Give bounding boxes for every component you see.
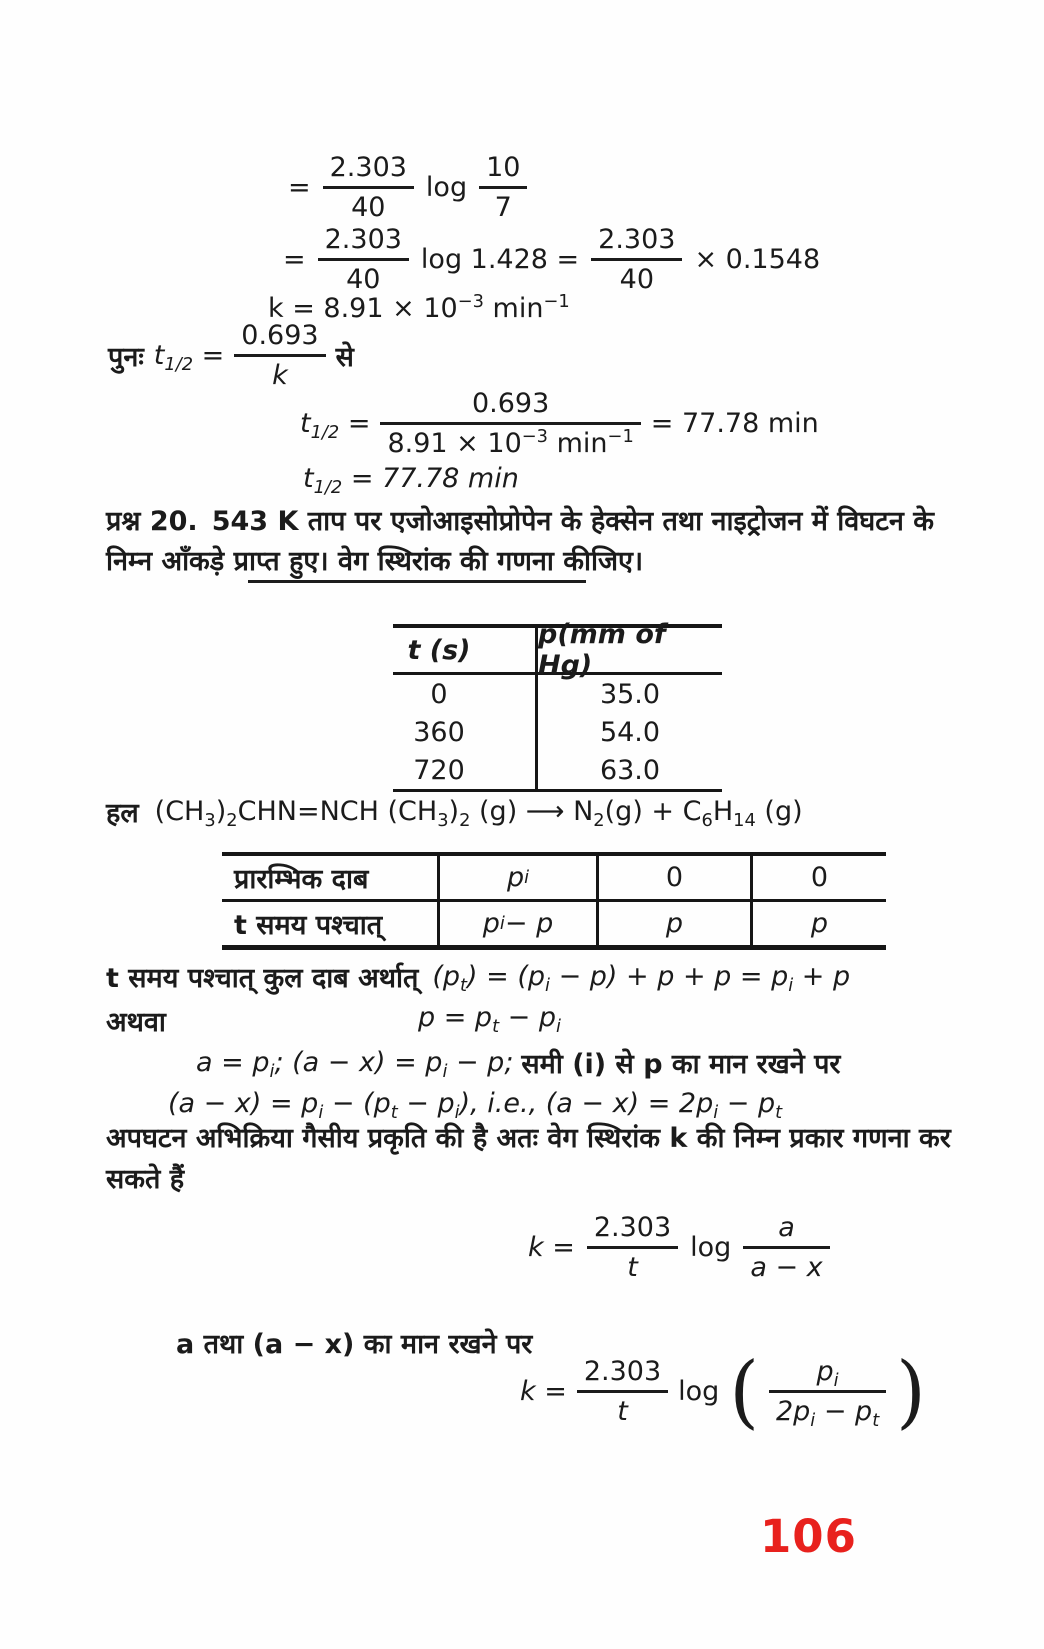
gas-phase-note: अपघटन अभिक्रिया गैसीय प्रकृति की है अतः वेग स्थिरांक k की निम्न प्रकार गणना कर सकते हैं — [106, 1123, 951, 1195]
fraction-numerator: 2.303 — [587, 1212, 678, 1249]
cell-time: 0 — [393, 675, 538, 713]
se-label: से — [335, 342, 354, 373]
equation-k-generic — [528, 1212, 830, 1283]
cell-value: p i — [440, 856, 599, 899]
page-number: 106 — [760, 1510, 857, 1563]
fraction — [743, 1212, 829, 1283]
fraction-denominator: 40 — [351, 192, 386, 223]
log-operator: log — [690, 1232, 732, 1263]
fraction — [479, 152, 527, 223]
initial-pressure-table — [222, 852, 886, 950]
again-label: पुनः — [108, 342, 144, 373]
fraction-numerator: 10 — [479, 152, 527, 189]
table-row — [393, 751, 722, 789]
fraction-denominator: t — [617, 1396, 628, 1427]
cell-pressure: 63.0 — [599, 754, 661, 786]
total-pressure-line — [106, 958, 850, 995]
table-row — [393, 675, 722, 713]
header-pressure: p(mm of Hg) — [538, 619, 666, 681]
equation-half-life-final: $t_{1/2} = 77.78$ min — [303, 463, 519, 499]
open-parenthesis: ( — [729, 1343, 759, 1438]
question-20 — [106, 502, 956, 582]
table-header-row — [393, 619, 722, 681]
fraction-denominator: a − x — [750, 1252, 823, 1283]
fraction-numerator: 2.303 — [323, 152, 414, 189]
cell-value: p — [599, 902, 753, 945]
fraction-numerator: 2.303 — [577, 1356, 668, 1393]
log-expression: log 1.428 = — [420, 244, 580, 275]
substitution-line — [196, 1044, 840, 1081]
fraction — [577, 1356, 668, 1427]
equation-step2 — [283, 224, 820, 295]
equals-sign: = — [288, 172, 311, 203]
row-label: प्रारम्भिक दाब — [222, 856, 440, 899]
table-row-after-time — [222, 902, 886, 945]
time-pressure-table — [393, 619, 722, 792]
cell-value: 0 — [810, 862, 829, 893]
total-pressure-prefix: t समय पश्चात् कुल दाब अर्थात् — [106, 963, 419, 994]
or-label: अथवा — [106, 1007, 166, 1038]
fraction-denominator: 7 — [494, 192, 512, 223]
cell-value: p — [810, 908, 829, 939]
half-life-lhs: $t_{1/2}$ = — [153, 340, 225, 376]
equation-k-result: $k = 8.91 \times 10^{-3}$ $\min^{-1}$ — [268, 291, 570, 324]
equation-half-life-calculation — [300, 388, 819, 459]
fraction-numerator: 0.693 — [234, 320, 325, 357]
total-pressure-equation: $(p_t) = (p_i - p) + p + p = p_i + p$ — [432, 961, 851, 997]
close-parenthesis: ) — [896, 1343, 926, 1438]
table-row — [393, 713, 722, 751]
fraction-denominator: $2p_i - p_t$ — [775, 1396, 880, 1432]
substitution-equation: $a = p_i$; $(a - x) = p_i - p$; — [196, 1047, 514, 1083]
substitution-note: समी (i) से p का मान रखने पर — [521, 1049, 841, 1080]
fraction — [769, 1356, 886, 1432]
cell-value: p i − p — [440, 902, 599, 945]
ax-equation: $(a - x) = p_i - (p_t - p_i)$, i.e., $(a - x) = 2p_i - p_t$ — [168, 1088, 783, 1124]
solution-line — [106, 793, 803, 830]
solution-label: हल — [106, 798, 139, 829]
fraction — [380, 388, 640, 459]
log-operator: log — [678, 1376, 720, 1407]
fraction — [591, 224, 682, 295]
equation-k-final — [520, 1343, 926, 1438]
table-row-initial — [222, 856, 886, 902]
half-life-result: = 77.78 min — [650, 408, 819, 439]
fraction — [318, 224, 409, 295]
fraction-numerator: 0.693 — [380, 388, 640, 425]
or-equation: $p = p_t - p_i$ — [418, 1002, 561, 1038]
fraction-denominator: $8.91 \times 10^{-3}$ $\min^{-1}$ — [387, 426, 634, 459]
log-operator: log — [425, 172, 468, 203]
fraction-denominator: t — [627, 1252, 638, 1283]
fraction-numerator: 2.303 — [591, 224, 682, 261]
k-lhs: k = — [520, 1376, 567, 1407]
equation-half-life-formula — [108, 320, 354, 391]
reaction-equation: $(CH_3)_2CHN=NCH$ $(CH_3)_2$ (g) ⟶ $N_2(g) + C_6H_{14}$ (g) — [154, 796, 803, 832]
fraction-denominator: 40 — [619, 264, 654, 295]
cell-time: 720 — [393, 751, 538, 789]
fraction — [323, 152, 414, 223]
fraction — [587, 1212, 678, 1283]
cell-pressure: 54.0 — [599, 716, 661, 748]
cell-value: 0 — [599, 856, 753, 899]
fraction-denominator: k — [272, 360, 288, 391]
question-text: 543 K ताप पर एजोआइसोप्रोपेन के हेक्सेन तथा नाइट्रोजन में विघटन के निम्न आँकड़े प्राप्त हुए। वेग स्थिरांक की गणना कीजिए। — [106, 506, 934, 577]
value-substitution-note: a तथा (a − x) का मान रखने पर — [176, 1329, 533, 1360]
half-life-lhs: $t_{1/2}$ = — [300, 408, 371, 444]
equation-step1 — [288, 152, 527, 223]
cell-time: 360 — [393, 713, 538, 751]
equals-sign: = — [283, 244, 306, 275]
k-lhs: k = — [528, 1232, 575, 1263]
fraction-denominator: 40 — [346, 264, 381, 295]
question-label: प्रश्न 20. — [106, 506, 198, 537]
fraction — [234, 320, 325, 391]
row-label: t समय पश्चात् — [222, 902, 440, 945]
cell-pressure: 35.0 — [599, 678, 661, 710]
fraction-numerator: a — [743, 1212, 829, 1249]
multiplier-term: × 0.1548 — [694, 244, 821, 275]
header-time: t (s) — [393, 628, 538, 672]
fraction-numerator: $p_i$ — [769, 1356, 886, 1393]
fraction-numerator: 2.303 — [318, 224, 409, 261]
scan-underline-artifact — [248, 580, 586, 583]
